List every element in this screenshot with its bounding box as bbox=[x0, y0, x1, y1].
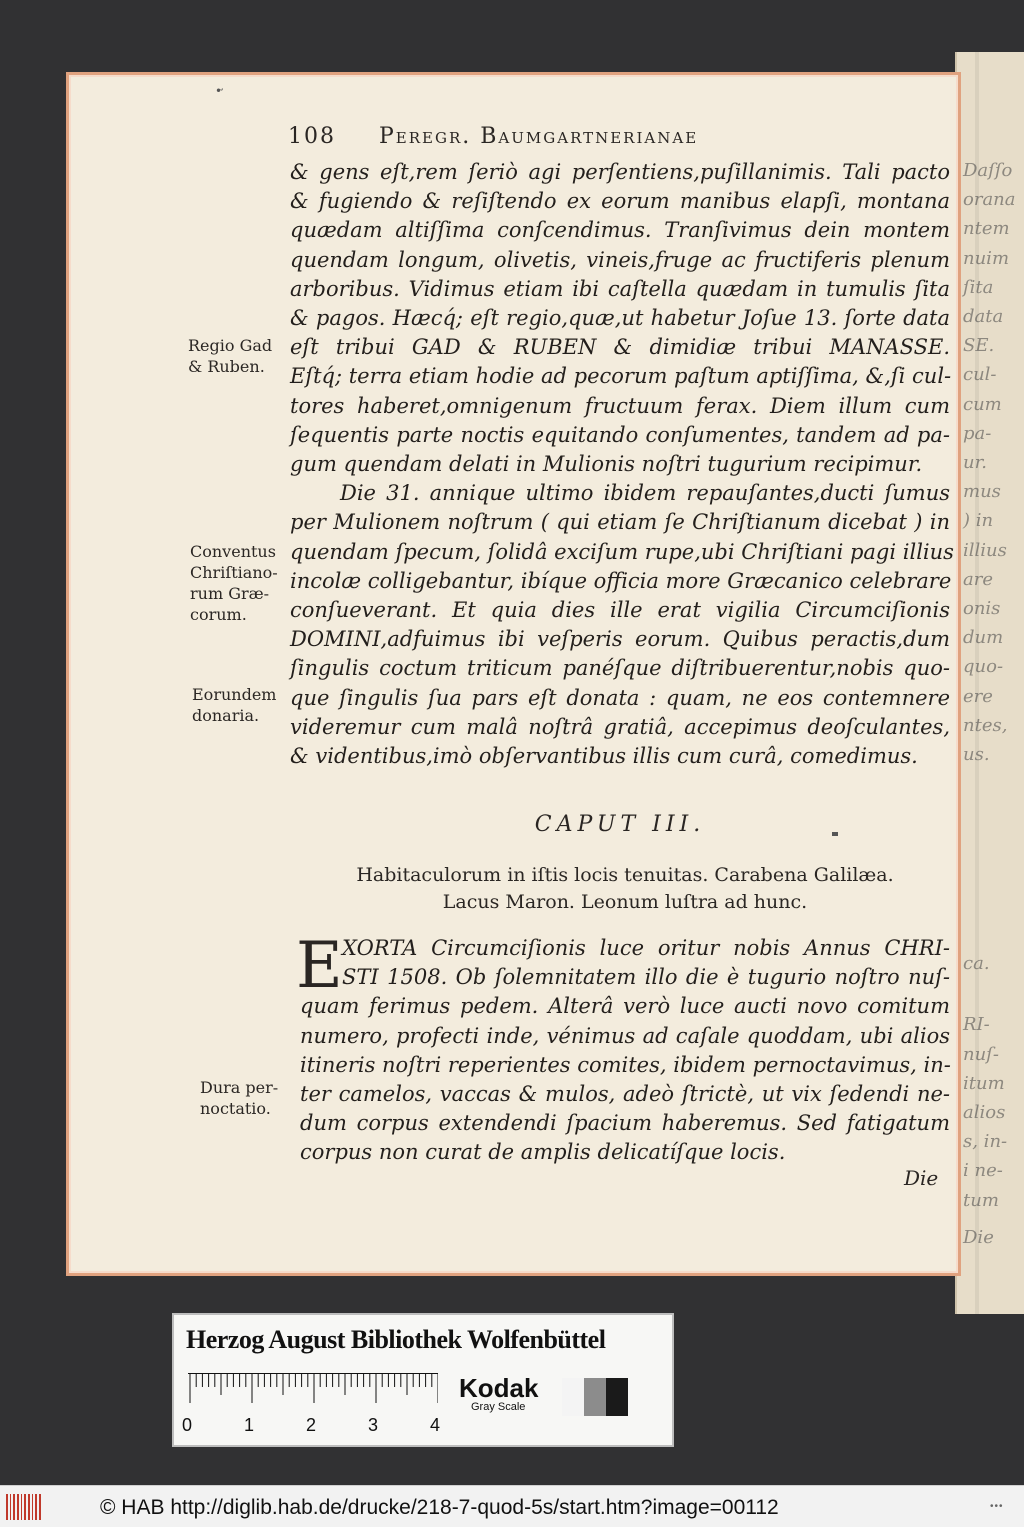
facing-page-text: ) in bbox=[963, 510, 994, 532]
chapter-summary bbox=[300, 862, 950, 916]
facing-page-text: ntes, bbox=[963, 714, 1008, 736]
text-line: itineris noſtri reperientes comites, ibidem pernoctavimus, in- bbox=[300, 1052, 951, 1077]
facing-page-text: nuſ- bbox=[963, 1043, 999, 1065]
margin-note-regio bbox=[188, 335, 272, 377]
text-line: & fugiendo & reſiſtendo ex eorum manibus elapſi, montana bbox=[290, 189, 950, 214]
facing-page-text: i ne- bbox=[963, 1160, 1003, 1182]
chapter-text-block bbox=[300, 934, 950, 1168]
gray-swatch-mid bbox=[584, 1378, 606, 1416]
facing-page-text: SE. bbox=[963, 335, 995, 357]
summary-line: Lacus Maron. Leonum luſtra ad hunc. bbox=[442, 891, 808, 913]
margin-note-line: Regio Gad bbox=[188, 336, 273, 355]
facing-page-text: cum bbox=[963, 393, 1002, 415]
kodak-logo: Kodak bbox=[459, 1373, 539, 1403]
facing-page-text: ca. bbox=[963, 953, 990, 975]
text-line: & pagos. Hæcq́; eſt regio,quæ,ut habetur Joſue 13. ſorte data bbox=[290, 306, 950, 331]
text-line: quædam altiſſima conſcendimus. Tranſivimus dein montem bbox=[290, 218, 950, 243]
margin-note-line: donaria. bbox=[192, 706, 260, 725]
text-line: tores haberet,omnigenum fructuum ferax. Diem illum cum bbox=[290, 393, 950, 418]
text-line: quendam ſpecum, ſolidâ exciſum rupe,ubi Chriſtiani pagi illius bbox=[290, 539, 954, 564]
facing-page-text: mus bbox=[963, 481, 1001, 503]
text-line: & videntibus,imò obſervantibus illis cum curâ, comedimus. bbox=[290, 744, 918, 769]
facing-page-text: RI- bbox=[963, 1014, 990, 1036]
barcode-bar bbox=[6, 1494, 8, 1520]
facing-page-text: orana bbox=[963, 189, 1016, 211]
facing-page-text: illius bbox=[963, 539, 1007, 561]
ink-dot bbox=[832, 832, 838, 836]
facing-page-text: quo- bbox=[963, 656, 1004, 678]
barcode-bar bbox=[32, 1494, 33, 1520]
text-line: Die 31. annique ultimo ibidem repauſantes,ducti ſumus bbox=[340, 481, 950, 506]
margin-note-conventus bbox=[190, 541, 278, 625]
ruler-number: 0 bbox=[182, 1415, 193, 1435]
text-line: STI 1508. Ob ſolemnitatem illo die è tugurio noſtro nuſ- bbox=[342, 965, 950, 990]
text-line: quam ferimus pedem. Alterâ verò luce aucti novo comitum bbox=[300, 994, 950, 1019]
ruler-number: 4 bbox=[430, 1415, 441, 1435]
facing-page-text: onis bbox=[963, 598, 1001, 619]
margin-note-line: Chriſtiano- bbox=[190, 563, 278, 582]
text-line: DOMINI,adfuimus ibi veſperis eorum. Quibus peractis,dum bbox=[290, 627, 950, 652]
text-line: numero, profecti inde, vénimus ad caſale quoddam, ubi alios bbox=[300, 1023, 950, 1048]
text-line: que ſingulis ſua pars eſt donata : quam, ne eos contemnere bbox=[290, 685, 950, 710]
chapter-heading: CAPUT III. bbox=[534, 812, 706, 837]
color-calibration-card bbox=[172, 1313, 674, 1447]
facing-page-text: us. bbox=[963, 744, 990, 765]
facing-page-text: Daſſo bbox=[963, 160, 1013, 181]
copyright-url[interactable]: © HAB http://diglib.hab.de/drucke/218-7-quod-5s/start.htm?image=00112 bbox=[100, 1496, 779, 1519]
barcode-icon bbox=[6, 1494, 48, 1520]
margin-note-line: rum Græ- bbox=[190, 584, 270, 603]
text-line: XORTA Circumciſionis luce oritur nobis Annus CHRI- bbox=[342, 936, 950, 960]
footer-bar bbox=[0, 1485, 1024, 1527]
ruler-number: 3 bbox=[368, 1415, 379, 1435]
margin-note-line: Conventus bbox=[190, 542, 276, 561]
text-line: Eſtq́; terra etiam hodie ad pecorum paſtum aptiſſima, &,ſi cul- bbox=[290, 364, 952, 389]
facing-page-text: ntem bbox=[963, 218, 1010, 240]
ruler-number: 1 bbox=[244, 1415, 255, 1435]
gray-swatch-dark bbox=[606, 1378, 628, 1416]
text-line: gum quendam delati in Mulionis noſtri tugurium recipimur. bbox=[290, 452, 923, 477]
barcode-bar bbox=[17, 1494, 19, 1520]
ink-mark: •̛ bbox=[215, 84, 223, 98]
text-line: dum corpus extendendi ſpacium haberemus. Sed fatigatum bbox=[300, 1111, 950, 1136]
text-line: conſueverant. Et quia dies ille erat vigilia Circumciſionis bbox=[290, 598, 950, 623]
facing-page-text: cul- bbox=[963, 364, 997, 386]
page-number: 108 bbox=[288, 124, 336, 149]
facing-page-text: dum bbox=[963, 627, 1004, 649]
margin-note-line: Dura per- bbox=[200, 1078, 279, 1097]
text-line: videremur cum malâ noſtrâ gratiâ, accepimus deoſculantes, bbox=[290, 714, 950, 739]
facing-page-text: tum bbox=[963, 1189, 999, 1211]
barcode-bar bbox=[28, 1494, 30, 1520]
facing-page-text: Die bbox=[963, 1226, 994, 1248]
running-header bbox=[288, 124, 848, 149]
catchword: Die bbox=[904, 1166, 939, 1190]
header-title: Peregr. Baumgartnerianae bbox=[379, 124, 699, 149]
facing-page-text: data bbox=[963, 306, 1004, 327]
facing-page-text: ſita bbox=[963, 276, 994, 298]
text-line: eſt tribui GAD & RUBEN & dimidiæ tribui MANASSE. bbox=[290, 335, 950, 360]
text-line: & gens eſt,rem ſeriò agi perſentiens,puſillanimis. Tali pacto bbox=[290, 160, 950, 184]
text-line: quendam longum, olivetis, vineis,fruge ac fructiferis plenum bbox=[290, 247, 950, 272]
barcode-bar bbox=[35, 1494, 37, 1520]
text-line: ter camelos, vaccas & mulos, adeò ſtrictè, ut vix ſedendi ne- bbox=[300, 1082, 950, 1107]
facing-page-text: ur. bbox=[963, 452, 987, 473]
text-line: corpus non curat de amplis delicatíſque locis. bbox=[300, 1140, 786, 1165]
margin-note-line: noctatio. bbox=[200, 1099, 271, 1118]
facing-page-text: nuim bbox=[963, 247, 1010, 269]
margin-note-eorundem bbox=[192, 684, 276, 726]
main-text-block bbox=[290, 158, 954, 771]
text-line: per Mulionem noſtrum ( qui etiam ſe Chriſtianum dicebat ) in bbox=[290, 510, 950, 535]
barcode-bar bbox=[39, 1494, 41, 1520]
summary-line: Habitaculorum in iſtis locis tenuitas. Carabena Galilæa. bbox=[356, 864, 894, 886]
text-line: ſequentis parte noctis equitando conſumentes, tandem ad pa- bbox=[290, 422, 950, 447]
page-gutter bbox=[975, 52, 979, 1314]
margin-note-line: corum. bbox=[190, 605, 247, 624]
ruler-number: 2 bbox=[306, 1415, 317, 1435]
facing-page-text: itum bbox=[963, 1072, 1005, 1094]
margin-note-line: Eorundem bbox=[192, 685, 277, 704]
text-line: incolæ colligebantur, ibíque officia more Græcanico celebrare bbox=[290, 568, 952, 593]
barcode-bar bbox=[10, 1494, 11, 1520]
gray-swatch-light bbox=[562, 1378, 584, 1416]
margin-note-dura bbox=[200, 1077, 278, 1119]
facing-page-text: s, in- bbox=[963, 1131, 1008, 1153]
facing-page-text: pa- bbox=[963, 422, 992, 444]
facing-page-text: ere bbox=[963, 685, 993, 707]
margin-note-line: & Ruben. bbox=[188, 357, 265, 376]
barcode-bar bbox=[21, 1494, 22, 1520]
facing-page-fragment bbox=[955, 52, 1024, 1314]
text-line: arboribus. Vidimus etiam ibi caſtella quædam in tumulis ſita bbox=[290, 276, 950, 301]
footer-dots: ••• bbox=[990, 1501, 1004, 1512]
text-line: ſingulis coctum triticum panéſque diſtribuerentur,nobis quo- bbox=[290, 656, 950, 681]
barcode-bar bbox=[13, 1494, 15, 1520]
ruler-scale bbox=[188, 1373, 438, 1413]
facing-page-text: are bbox=[963, 568, 993, 590]
drop-capital: E bbox=[296, 929, 343, 1003]
barcode-bar bbox=[24, 1494, 26, 1520]
gray-scale-label: Gray Scale bbox=[471, 1401, 526, 1413]
card-title: Herzog August Bibliothek Wolfenbüttel bbox=[186, 1325, 606, 1354]
facing-page-text: alios bbox=[963, 1102, 1006, 1123]
